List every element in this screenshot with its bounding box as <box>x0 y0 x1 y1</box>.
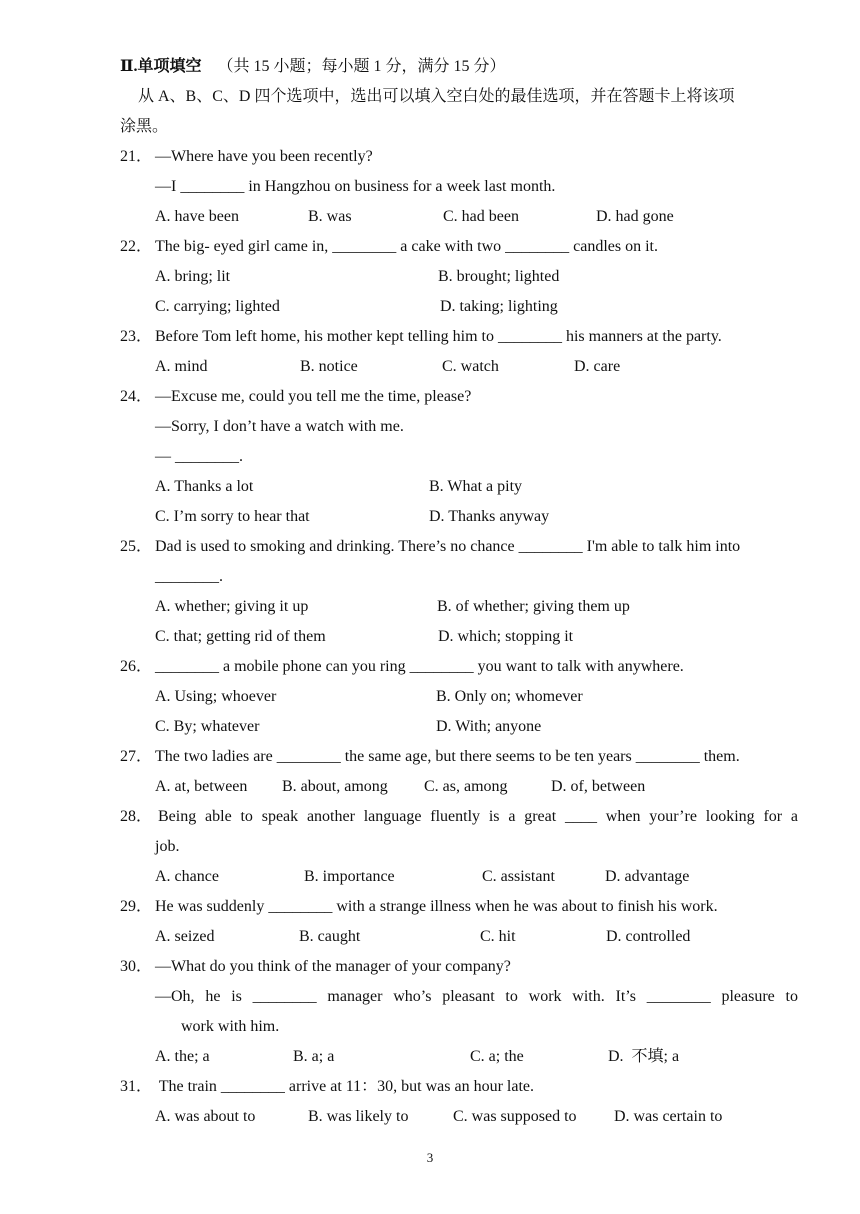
option-c: C. carrying; lighted <box>155 298 280 315</box>
question-stem: The big- eyed girl came in, ________ a cake with two ________ candles on it. <box>155 238 658 255</box>
question-stem: Dad is used to smoking and drinking. There’s no chance ________ I'm able to talk him into <box>155 538 741 555</box>
option-b: B. Only on; whomever <box>436 688 583 705</box>
instruction-line-1: 从 A、B、C、D 四个选项中，选出可以填入空白处的最佳选项，并在答题卡上将该项 <box>138 88 735 105</box>
option-b: B. importance <box>304 868 395 885</box>
option-b: B. What a pity <box>429 478 523 495</box>
option-c: C. had been <box>443 208 519 225</box>
option-a: A. Thanks a lot <box>155 478 254 495</box>
question-stem: The two ladies are ________ the same age, but there seems to be ten years ________ them. <box>155 748 740 765</box>
option-b: B. notice <box>300 358 358 375</box>
option-d: D. controlled <box>606 928 691 945</box>
option-c: C. as, among <box>424 778 508 795</box>
question-stem: Being able to speak another language fluently is a great ____ when your’re looking for a <box>158 808 798 825</box>
question-stem: —I ________ in Hangzhou on business for a week last month. <box>155 178 556 195</box>
option-d: D. of, between <box>551 778 646 795</box>
question-number: 26． <box>120 658 153 675</box>
question-stem: —Sorry, I don’t have a watch with me. <box>155 418 404 435</box>
option-c: C. was supposed to <box>453 1108 577 1125</box>
option-d: D. taking; lighting <box>440 298 558 315</box>
option-a: A. have been <box>155 208 239 225</box>
question-number: 23． <box>120 328 153 345</box>
question-number: 25． <box>120 538 153 555</box>
option-a: A. at, between <box>155 778 248 795</box>
question-stem: ________ a mobile phone can you ring ________ you want to talk with anywhere. <box>155 658 684 675</box>
question-stem: The train ________ arrive at 11：30, but was an hour late. <box>155 1078 535 1095</box>
question-stem: ________. <box>155 568 223 585</box>
option-c: C. that; getting rid of them <box>155 628 326 645</box>
question-stem: — ________. <box>155 448 243 465</box>
question-stem: —Where have you been recently? <box>155 148 373 165</box>
option-d: D. was certain to <box>614 1108 723 1125</box>
question-number: 22． <box>120 238 153 255</box>
option-a: A. the; a <box>155 1048 210 1065</box>
question-stem: work with him. <box>181 1018 280 1035</box>
question-number: 27． <box>120 748 153 765</box>
question-stem: —What do you think of the manager of your company? <box>155 958 511 975</box>
question-number: 24． <box>120 388 153 405</box>
section-heading <box>120 57 506 77</box>
option-d: D. 不填; a <box>608 1048 680 1065</box>
option-a: A. bring; lit <box>155 268 231 285</box>
page-number: 3 <box>426 1150 434 1165</box>
question-number: 30． <box>120 958 153 975</box>
option-b: B. of whether; giving them up <box>437 598 630 615</box>
option-c: C. I’m sorry to hear that <box>155 508 310 525</box>
option-b: B. caught <box>299 928 361 945</box>
option-c: C. watch <box>442 358 499 375</box>
question-stem: —Excuse me, could you tell me the time, please? <box>155 388 472 405</box>
question-number: 29． <box>120 898 153 915</box>
option-d: D. had gone <box>596 208 674 225</box>
instruction-line-2: 涂黑。 <box>120 118 169 135</box>
option-c: C. assistant <box>482 868 555 885</box>
option-a: A. chance <box>155 868 219 885</box>
question-stem: —Oh, he is ________ manager who’s pleasant to work with. It’s ________ pleasure to <box>155 988 798 1005</box>
question-stem: He was suddenly ________ with a strange illness when he was about to finish his work. <box>155 898 718 915</box>
option-b: B. brought; lighted <box>438 268 560 285</box>
option-b: B. about, among <box>282 778 388 795</box>
option-b: B. a; a <box>293 1048 335 1065</box>
option-d: D. care <box>574 358 621 375</box>
option-d: D. which; stopping it <box>438 628 574 645</box>
option-a: A. was about to <box>155 1108 256 1125</box>
option-a: A. mind <box>155 358 208 375</box>
option-d: D. With; anyone <box>436 718 542 735</box>
question-number: 31． <box>120 1078 153 1095</box>
option-d: D. Thanks anyway <box>429 508 550 525</box>
question-number: 28． <box>120 808 153 825</box>
section-title: Ⅱ.单项填空 <box>120 58 202 75</box>
option-c: C. By; whatever <box>155 718 260 735</box>
option-a: A. Using; whoever <box>155 688 277 705</box>
section-subtitle: （共 15 小题；每小题 1 分，满分 15 分） <box>217 58 506 75</box>
option-b: B. was <box>308 208 352 225</box>
option-c: C. a; the <box>470 1048 524 1065</box>
option-a: A. seized <box>155 928 215 945</box>
option-c: C. hit <box>480 928 516 945</box>
option-d: D. advantage <box>605 868 690 885</box>
option-a: A. whether; giving it up <box>155 598 309 615</box>
option-b: B. was likely to <box>308 1108 409 1125</box>
question-stem: Before Tom left home, his mother kept telling him to ________ his manners at the party. <box>155 328 722 345</box>
question-number: 21． <box>120 148 153 165</box>
question-stem: job. <box>155 838 180 855</box>
